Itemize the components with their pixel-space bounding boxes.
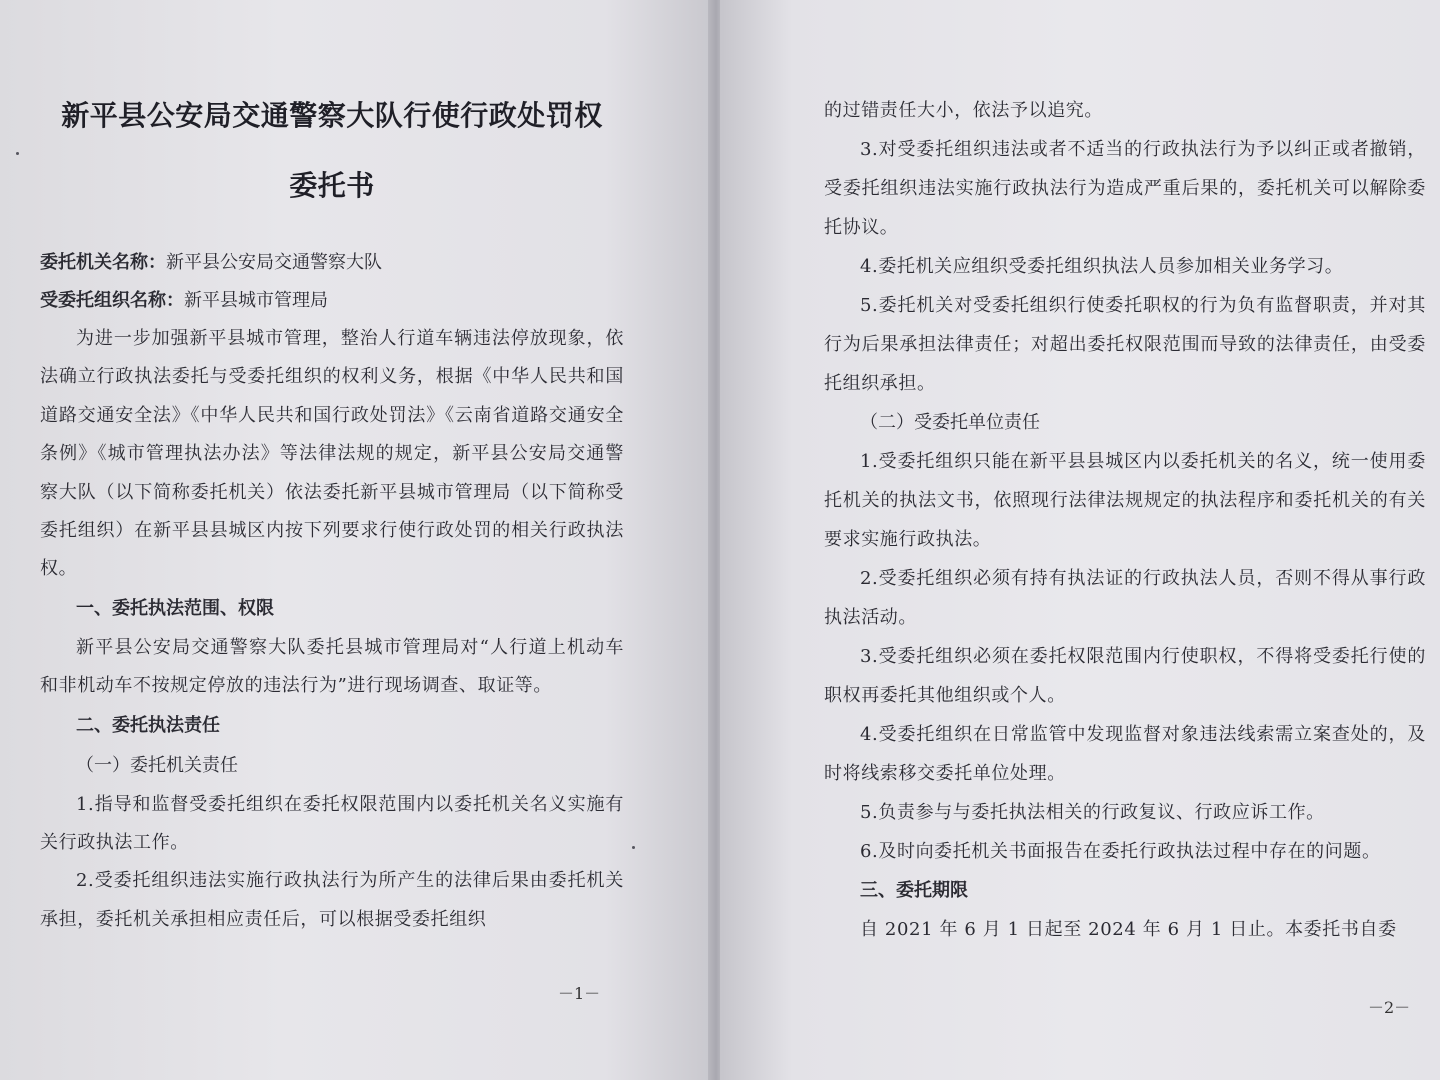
subsection-1-item-3: 3.对受委托组织违法或者不适当的行政执法行为予以纠正或者撤销，受委托组织违法实施行政执法行为造成严重后果的，委托机关可以解除委托协议。 [824, 139, 1426, 238]
document-meta [40, 244, 624, 320]
document-title-line-1: 新平县公安局交通警察大队行使行政处罚权 [61, 99, 603, 132]
entrusted-organization-line [40, 282, 624, 320]
entrusting-authority-label: 委托机关名称： [40, 252, 166, 273]
subsection-1-item-1: 1.指导和监督受委托组织在委托权限范围内以委托机关名义实施有关行政执法工作。 [40, 793, 624, 854]
subsection-2-item-1: 1.受委托组织只能在新平县县城区内以委托机关的名义，统一使用委托机关的执法文书，依照现行法律法规规定的执法程序和委托机关的有关要求实施行政执法。 [824, 451, 1426, 550]
page-number-1: －1－ [558, 984, 601, 1003]
entrusting-authority-line [40, 244, 624, 282]
continuation-line: 的过错责任大小，依法予以追究。 [824, 100, 1103, 121]
paper-speck [632, 846, 635, 849]
page-2 [720, 0, 1440, 1080]
section-3-paragraph: 自 2021 年 6 月 1 日起至 2024 年 6 月 1 日止。本委托书自委 [860, 919, 1397, 940]
subsection-2-item-4: 4.受委托组织在日常监管中发现监督对象违法线索需立案查处的，及时将线索移交委托单位处理。 [824, 724, 1426, 784]
page-number-2: －2－ [1368, 998, 1411, 1017]
subsection-1-heading: （一）委托机关责任 [76, 754, 238, 776]
subsection-1-item-2: 2.受委托组织违法实施行政执法行为所产生的法律后果由委托机关承担，委托机关承担相应责任后，可以根据受委托组织 [40, 870, 624, 930]
section-1-paragraph: 新平县公安局交通警察大队委托县城市管理局对“人行道上机动车和非机动车不按规定停放的违法行为”进行现场调查、取证等。 [40, 636, 624, 697]
subsection-2-item-2: 2.受委托组织必须有持有执法证的行政执法人员，否则不得从事行政执法活动。 [824, 568, 1426, 628]
subsection-2-item-3: 3.受委托组织必须在委托权限范围内行使职权，不得将受委托行使的职权再委托其他组织或个人。 [824, 646, 1426, 706]
document-title-line-2: 委托书 [289, 169, 375, 202]
subsection-2-item-5: 5.负责参与与委托执法相关的行政复议、行政应诉工作。 [860, 802, 1325, 823]
subsection-1-item-5: 5.委托机关对受委托组织行使委托职权的行为负有监督职责，并对其行为后果承担法律责任；对超出委托权限范围而导致的法律责任，由受委托组织承担。 [824, 295, 1426, 394]
page-1 [0, 0, 712, 1080]
entrusted-organization-label: 受委托组织名称： [40, 290, 184, 311]
paper-speck [16, 152, 19, 155]
entrusted-organization-value: 新平县城市管理局 [184, 290, 328, 311]
subsection-2-heading: （二）受委托单位责任 [860, 412, 1040, 433]
section-3-heading: 三、委托期限 [860, 880, 968, 901]
subsection-1-item-4: 4.委托机关应组织受委托组织执法人员参加相关业务学习。 [860, 256, 1344, 277]
section-2-heading: 二、委托执法责任 [76, 714, 220, 736]
intro-paragraph: 为进一步加强新平县城市管理，整治人行道车辆违法停放现象，依法确立行政执法委托与受委托组织的权利义务，根据《中华人民共和国道路交通安全法》《中华人民共和国行政处罚法》《云南省道路交通安全条例》《城市管理执法办法》等法律法规的规定，新平县公安局交通警察大队（以下简称委托机关）依法委托新平县城市管理局（以下简称受委托组织）在新平县县城区内按下列要求行使行政处罚的相关行政执法权。 [40, 328, 624, 580]
subsection-2-item-6: 6.及时向委托机关书面报告在委托行政执法过程中存在的问题。 [860, 841, 1381, 862]
section-1-heading: 一、委托执法范围、权限 [76, 597, 274, 619]
entrusting-authority-value: 新平县公安局交通警察大队 [166, 252, 382, 273]
